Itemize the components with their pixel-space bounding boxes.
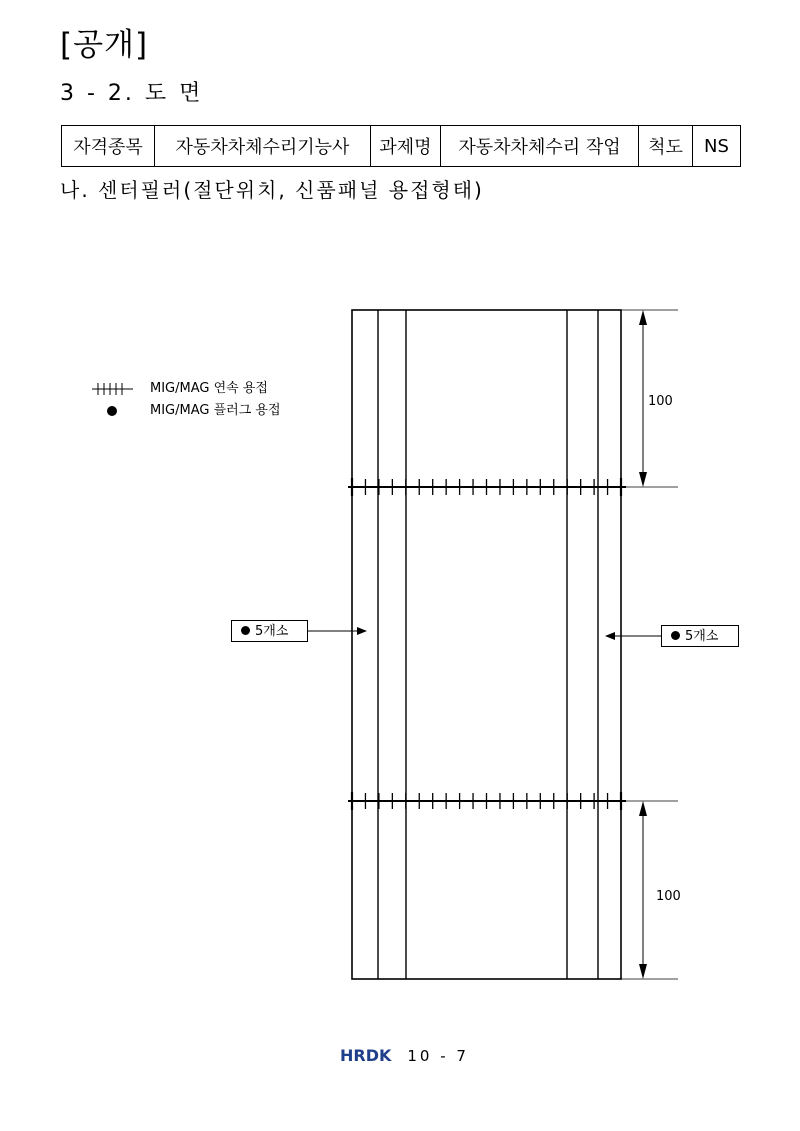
panel-outline: [352, 310, 621, 979]
continuous-weld-legend-icon: [92, 383, 133, 395]
page-footer: [340, 1046, 469, 1066]
weld-line-top: [348, 478, 626, 496]
callout-box-left: [231, 620, 308, 642]
scale-value: NS: [693, 126, 741, 167]
dimension-label-top: 100: [648, 394, 673, 409]
plug-weld-dot-icon: [241, 626, 250, 635]
label-qualification: 자격종목: [62, 126, 155, 167]
callout-label-right: 5개소: [685, 629, 719, 644]
page-heading: [공개]: [60, 27, 149, 63]
page-number: 10 - 7: [407, 1047, 469, 1065]
dimension-label-bottom: 100: [656, 889, 681, 904]
callout-label-left: 5개소: [255, 624, 289, 639]
label-task: 과제명: [371, 126, 441, 167]
legend-continuous-weld: MIG/MAG 연속 용접: [150, 381, 268, 396]
plug-weld-legend-icon: [107, 406, 117, 416]
weld-line-bottom: [348, 792, 626, 810]
dimension-arrow-top: [639, 310, 647, 487]
plug-weld-dot-icon: [671, 631, 680, 640]
qualification-value: 자동차차체수리기능사: [155, 126, 371, 167]
dimension-arrow-bottom: [639, 801, 647, 979]
section-title: 3 - 2. 도 면: [60, 81, 204, 106]
hrdk-logo: HRDK: [340, 1046, 392, 1065]
label-scale: 척도: [639, 126, 693, 167]
drawing-subtitle: 나. 센터필러(절단위치, 신품패널 용접형태): [60, 178, 484, 202]
callout-box-right: [661, 625, 739, 647]
task-value: 자동차차체수리 작업: [441, 126, 639, 167]
legend-plug-weld: MIG/MAG 플러그 용접: [150, 403, 281, 418]
